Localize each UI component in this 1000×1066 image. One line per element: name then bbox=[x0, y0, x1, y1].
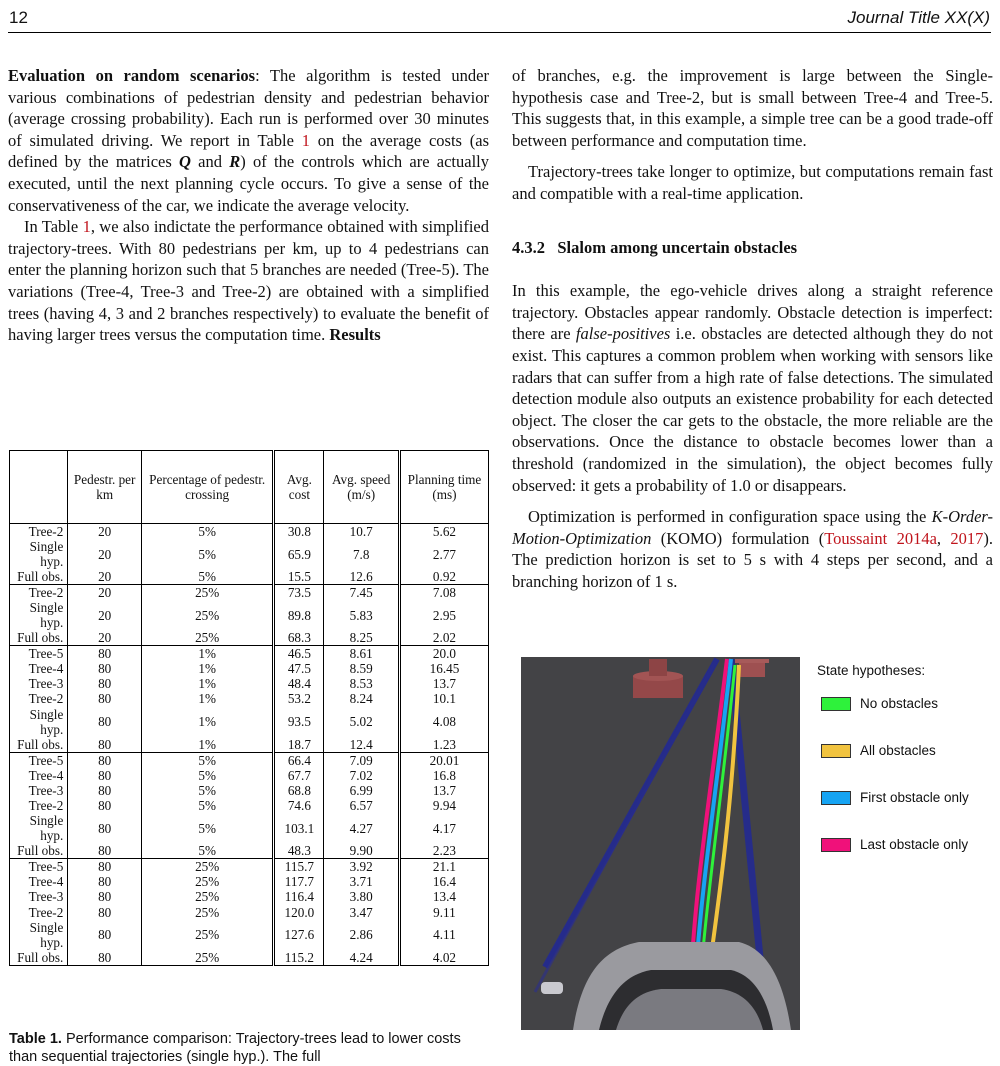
table-cell: 7.08 bbox=[399, 585, 488, 601]
table-row-label: Single hyp. bbox=[10, 813, 68, 843]
table-cell: 1% bbox=[142, 691, 274, 706]
legend-swatch bbox=[821, 697, 851, 711]
table-row-label: Tree-4 bbox=[10, 768, 68, 783]
table-cell: 80 bbox=[68, 676, 142, 691]
table-cell: 12.4 bbox=[324, 737, 399, 753]
table-cell: 4.27 bbox=[324, 813, 399, 843]
table-row-label: Full obs. bbox=[10, 630, 68, 646]
table-cell: 93.5 bbox=[274, 707, 324, 737]
table-cell: 89.8 bbox=[274, 600, 324, 630]
mirror-left bbox=[541, 982, 563, 994]
table-header-row bbox=[10, 451, 489, 524]
matrix-q: Q bbox=[179, 152, 191, 172]
table-cell: 20 bbox=[68, 630, 142, 646]
table-cell: 7.09 bbox=[324, 752, 399, 768]
table-row-label: Full obs. bbox=[10, 737, 68, 753]
table-cell: 115.7 bbox=[274, 859, 324, 875]
table-cell: 80 bbox=[68, 737, 142, 753]
table-cell: 47.5 bbox=[274, 661, 324, 676]
table-row bbox=[10, 905, 489, 920]
table-row bbox=[10, 843, 489, 859]
table-cell: 5% bbox=[142, 813, 274, 843]
table-cell: 80 bbox=[68, 874, 142, 889]
table-row-label: Full obs. bbox=[10, 843, 68, 859]
citation-link[interactable]: Toussaint 2014a bbox=[824, 528, 937, 548]
table-cell: 5.83 bbox=[324, 600, 399, 630]
page-header bbox=[0, 0, 1000, 34]
table-cell: 80 bbox=[68, 768, 142, 783]
table-cell: 5% bbox=[142, 783, 274, 798]
table-cell: 20 bbox=[68, 600, 142, 630]
table-row bbox=[10, 630, 489, 646]
legend-label: First obstacle only bbox=[860, 790, 969, 805]
paragraph-computation: Trajectory-trees take longer to optimize, but computations remain fast and compatible with a real-time application. bbox=[512, 162, 993, 203]
table-row-label: Tree-2 bbox=[10, 798, 68, 813]
header-rule bbox=[8, 32, 991, 33]
table-cell: 80 bbox=[68, 707, 142, 737]
table-cell: 80 bbox=[68, 843, 142, 859]
table-cell: 1% bbox=[142, 661, 274, 676]
table-cell: 4.02 bbox=[432, 949, 456, 965]
table-row bbox=[10, 691, 489, 706]
table-cell: 68.3 bbox=[274, 630, 324, 646]
figure-legend bbox=[817, 663, 997, 852]
table-cell: 6.99 bbox=[324, 783, 399, 798]
table-cell: 9.90 bbox=[324, 843, 399, 859]
table-cell: 117.7 bbox=[274, 874, 324, 889]
table-cell: 21.1 bbox=[399, 859, 488, 875]
matrix-r: R bbox=[229, 152, 241, 172]
table-cell: 25% bbox=[142, 630, 274, 646]
table-cell: 8.53 bbox=[324, 676, 399, 691]
table-cell: 3.71 bbox=[324, 874, 399, 889]
table-cell: 103.1 bbox=[274, 813, 324, 843]
table-cell: 13.7 bbox=[432, 782, 456, 798]
table-header-cell: Avg. speed (m/s) bbox=[324, 451, 399, 524]
table-cell: 8.59 bbox=[324, 661, 399, 676]
paragraph-optimization: Optimization is performed in configuration space using the K-Order-Motion-Optimization (KOMO) formulation (Toussaint 2014a, 2017). The prediction horizon is set to 5 s with 4 steps per second, and a branching horizon of 1 s. bbox=[512, 507, 993, 591]
table-cell: 2.23 bbox=[432, 843, 456, 859]
paragraph-evaluation: Evaluation on random scenarios: The algorithm is tested under various combinations of pedestrian density and pedestrian behavior (average crossing probability). Each run is performed over 30 minutes of simulated driving. We report in Table 1 on the average costs (as defined by the matrices Q and R) of the controls which are actually executed, until the next planning cycle occurs. To give a sense of the conservativeness of the car, we indicate the average velocity. bbox=[8, 66, 490, 215]
table-cell: 25% bbox=[142, 585, 274, 601]
table-row-label: Single hyp. bbox=[10, 920, 68, 950]
table-cell: 16.8 bbox=[432, 767, 456, 783]
table-cell: 30.8 bbox=[274, 524, 324, 540]
table-cell: 5.02 bbox=[324, 707, 399, 737]
table-row-label: Full obs. bbox=[10, 950, 68, 966]
table-cell: 9.94 bbox=[432, 798, 456, 814]
right-column bbox=[512, 65, 993, 592]
paragraph-branches: of branches, e.g. the improvement is large between the Single-hypothesis case and Tree-2, but is small between Tree-4 and Tree-5. This suggests that, in this example, a simple tree can be a good trade-off between performance and computation time. bbox=[512, 66, 993, 150]
table-cell: 80 bbox=[68, 859, 142, 875]
table-cell: 7.45 bbox=[324, 585, 399, 601]
table-row bbox=[10, 874, 489, 889]
table-cell: 5% bbox=[142, 539, 274, 569]
table-cell: 80 bbox=[68, 889, 142, 904]
table-cell: 20 bbox=[68, 585, 142, 601]
legend-label: No obstacles bbox=[860, 696, 939, 711]
table-cell: 4.11 bbox=[433, 927, 456, 943]
results-table bbox=[9, 450, 489, 966]
table-row-label: Tree-2 bbox=[10, 524, 68, 540]
table-cell: 5% bbox=[142, 798, 274, 813]
section-number: 4.3.2 bbox=[512, 237, 545, 257]
table-row bbox=[10, 920, 489, 950]
legend-title: State hypotheses: bbox=[817, 663, 926, 678]
table-row bbox=[10, 813, 489, 843]
table-cell: 9.11 bbox=[433, 904, 456, 920]
table-cell: 3.47 bbox=[324, 905, 399, 920]
table-cell: 7.02 bbox=[324, 768, 399, 783]
table-header-cell: Pedestr. per km bbox=[68, 451, 142, 524]
table-cell: 6.57 bbox=[324, 798, 399, 813]
table-header-cell: Avg. cost bbox=[274, 451, 324, 524]
table-row bbox=[10, 600, 489, 630]
legend-swatch bbox=[821, 744, 851, 758]
table-cell: 1% bbox=[142, 707, 274, 737]
citation-link[interactable]: 2017 bbox=[950, 528, 984, 548]
table-cell: 2.02 bbox=[432, 630, 456, 645]
table-cell: 116.4 bbox=[274, 889, 324, 904]
table-row bbox=[10, 585, 489, 601]
table-cell: 15.5 bbox=[274, 569, 324, 585]
table-cell: 80 bbox=[68, 920, 142, 950]
table-row-label: Single hyp. bbox=[10, 600, 68, 630]
paragraph-heading: Evaluation on random scenarios bbox=[8, 66, 256, 85]
table-row bbox=[10, 646, 489, 662]
journal-title: Journal Title XX(X) bbox=[847, 8, 990, 27]
emphasis-false-positives: false-positives bbox=[575, 324, 671, 344]
legend-label: All obstacles bbox=[860, 743, 936, 758]
table-cell: 8.24 bbox=[324, 691, 399, 706]
simulation-render bbox=[521, 657, 800, 1030]
table-cell: 20.01 bbox=[399, 752, 488, 768]
table-row bbox=[10, 569, 489, 585]
table-caption-text: Performance comparison: Trajectory-trees lead to lower costs than sequential trajectories (single hyp.). The full bbox=[9, 1031, 461, 1065]
table-cell: 25% bbox=[142, 859, 274, 875]
table-cell: 65.9 bbox=[274, 539, 324, 569]
table-cell: 4.17 bbox=[432, 820, 456, 836]
table-cell: 48.4 bbox=[274, 676, 324, 691]
table-cell: 12.6 bbox=[324, 569, 399, 585]
table-cell: 20 bbox=[68, 524, 142, 540]
table-cell: 8.25 bbox=[324, 630, 399, 646]
table-cell: 1% bbox=[142, 646, 274, 662]
table-row bbox=[10, 752, 489, 768]
table-row-label: Tree-5 bbox=[10, 859, 68, 875]
table-cell: 80 bbox=[68, 950, 142, 966]
table-cell: 127.6 bbox=[274, 920, 324, 950]
table-row-label: Tree-5 bbox=[10, 646, 68, 662]
table-cell: 2.86 bbox=[324, 920, 399, 950]
table-row-label: Tree-4 bbox=[10, 874, 68, 889]
table-cell: 25% bbox=[142, 889, 274, 904]
table-cell: 80 bbox=[68, 813, 142, 843]
table-cell: 13.7 bbox=[432, 676, 456, 692]
table-cell: 115.2 bbox=[274, 950, 324, 966]
table-cell: 25% bbox=[142, 600, 274, 630]
page-number: 12 bbox=[9, 8, 28, 27]
paragraph-slalom: In this example, the ego-vehicle drives along a straight reference trajectory. Obstacles appear randomly. Obstacle detection is imperfect: there are false-positives i.e. obstacles are detected although they do not exist. This captures a common problem when working with sensors like radars that can suffer from a high rate of false detections. The simulated detection module also outputs an existence probability for each detected object. The closer the car gets to the obstacle, the more reliable are the observations. Once the distance to obstacle becomes lower than a threshold (randomized in the simulation), the object becomes fully observed: it gets a probability of 1.0 or disappears. bbox=[512, 281, 993, 495]
table-cell: 73.5 bbox=[274, 585, 324, 601]
table-cell: 80 bbox=[68, 798, 142, 813]
table-header-cell: Percentage of pedestr. crossing bbox=[142, 451, 274, 524]
table-cell: 46.5 bbox=[274, 646, 324, 662]
table-cell: 5% bbox=[142, 569, 274, 585]
left-column bbox=[8, 65, 489, 346]
table-cell: 25% bbox=[142, 920, 274, 950]
table-header-cell: Planning time (ms) bbox=[399, 451, 488, 524]
table-cell: 25% bbox=[142, 905, 274, 920]
table-cell: 66.4 bbox=[274, 752, 324, 768]
table-row bbox=[10, 798, 489, 813]
table-cell: 1% bbox=[142, 737, 274, 753]
table-cell: 20 bbox=[68, 539, 142, 569]
table-cell: 120.0 bbox=[274, 905, 324, 920]
table-cell: 4.08 bbox=[432, 714, 456, 730]
table-caption-label: Table 1. bbox=[9, 1031, 62, 1047]
paragraph-simplified-trees: In Table 1, we also indictate the performance obtained with simplified trajectory-trees. With 80 pedestrians per km, up to 4 pedestrians can enter the planning horizon such that 5 branches are needed (Tree-5). The variations (Tree-4, Tree-3 and Tree-2) are obtained with a simplified trees (having 4, 3 and 2 branches respectively) to evaluate the benefit of having larger trees versus the computation time. Results bbox=[8, 217, 489, 345]
table-cell: 80 bbox=[68, 905, 142, 920]
table-cell: 80 bbox=[68, 646, 142, 662]
table-row bbox=[10, 783, 489, 798]
table-row-label: Tree-3 bbox=[10, 676, 68, 691]
table-cell: 80 bbox=[68, 752, 142, 768]
table-cell: 20.0 bbox=[399, 646, 488, 662]
table-ref-link[interactable]: 1 bbox=[301, 130, 310, 150]
table-cell: 3.80 bbox=[324, 889, 399, 904]
table-row-label: Tree-5 bbox=[10, 752, 68, 768]
table-cell: 10.7 bbox=[324, 524, 399, 540]
table-cell: 68.8 bbox=[274, 783, 324, 798]
legend-label: Last obstacle only bbox=[860, 837, 969, 852]
table-row-label: Tree-3 bbox=[10, 783, 68, 798]
table-cell: 8.61 bbox=[324, 646, 399, 662]
table-cell: 13.4 bbox=[432, 889, 456, 905]
table-cell: 5% bbox=[142, 752, 274, 768]
table-cell: 53.2 bbox=[274, 691, 324, 706]
table-cell: 67.7 bbox=[274, 768, 324, 783]
results-heading: Results bbox=[329, 325, 381, 345]
table-row bbox=[10, 661, 489, 676]
table-row bbox=[10, 539, 489, 569]
table-cell: 20 bbox=[68, 569, 142, 585]
table-row-label: Tree-2 bbox=[10, 905, 68, 920]
subsection-heading bbox=[512, 237, 993, 259]
table-cell: 80 bbox=[68, 691, 142, 706]
table-cell: 10.1 bbox=[432, 691, 456, 707]
table-ref-link[interactable]: 1 bbox=[82, 217, 91, 237]
table-row bbox=[10, 737, 489, 753]
table-cell: 80 bbox=[68, 783, 142, 798]
table-row-label: Tree-4 bbox=[10, 661, 68, 676]
legend-swatch bbox=[821, 791, 851, 805]
table-caption bbox=[9, 1030, 489, 1066]
emphasis-komo: K-Order-Motion-Optimization bbox=[512, 507, 993, 548]
table-row bbox=[10, 950, 489, 966]
simulation-figure bbox=[521, 657, 800, 1030]
table-row-label: Tree-2 bbox=[10, 691, 68, 706]
table-cell: 18.7 bbox=[274, 737, 324, 753]
table-row-label: Single hyp. bbox=[10, 707, 68, 737]
table-cell: 16.45 bbox=[429, 661, 460, 677]
table-row bbox=[10, 707, 489, 737]
table-cell: 25% bbox=[142, 874, 274, 889]
legend-swatch bbox=[821, 838, 851, 852]
table-cell: 2.77 bbox=[432, 546, 456, 562]
table-row bbox=[10, 676, 489, 691]
table-row bbox=[10, 889, 489, 904]
table-cell: 74.6 bbox=[274, 798, 324, 813]
table-cell: 80 bbox=[68, 661, 142, 676]
table-row bbox=[10, 524, 489, 540]
table-header-cell bbox=[10, 451, 68, 524]
table-cell: 5% bbox=[142, 524, 274, 540]
table-row-label: Tree-2 bbox=[10, 585, 68, 601]
table-cell: 16.4 bbox=[432, 874, 456, 890]
table-row bbox=[10, 768, 489, 783]
table-row-label: Full obs. bbox=[10, 569, 68, 585]
table-cell: 1% bbox=[142, 676, 274, 691]
table-cell: 0.92 bbox=[432, 569, 456, 584]
table-cell: 25% bbox=[142, 950, 274, 966]
table-cell: 4.24 bbox=[324, 950, 399, 966]
table-cell: 48.3 bbox=[274, 843, 324, 859]
table-row bbox=[10, 859, 489, 875]
table-row-label: Tree-3 bbox=[10, 889, 68, 904]
table-cell: 5.62 bbox=[399, 524, 488, 540]
table-cell: 1.23 bbox=[432, 736, 456, 752]
table-cell: 5% bbox=[142, 768, 274, 783]
table-cell: 3.92 bbox=[324, 859, 399, 875]
table-row-label: Single hyp. bbox=[10, 539, 68, 569]
table-cell: 7.8 bbox=[324, 539, 399, 569]
table-cell: 5% bbox=[142, 843, 274, 859]
table-cell: 2.95 bbox=[432, 607, 456, 623]
section-title: Slalom among uncertain obstacles bbox=[557, 237, 798, 257]
